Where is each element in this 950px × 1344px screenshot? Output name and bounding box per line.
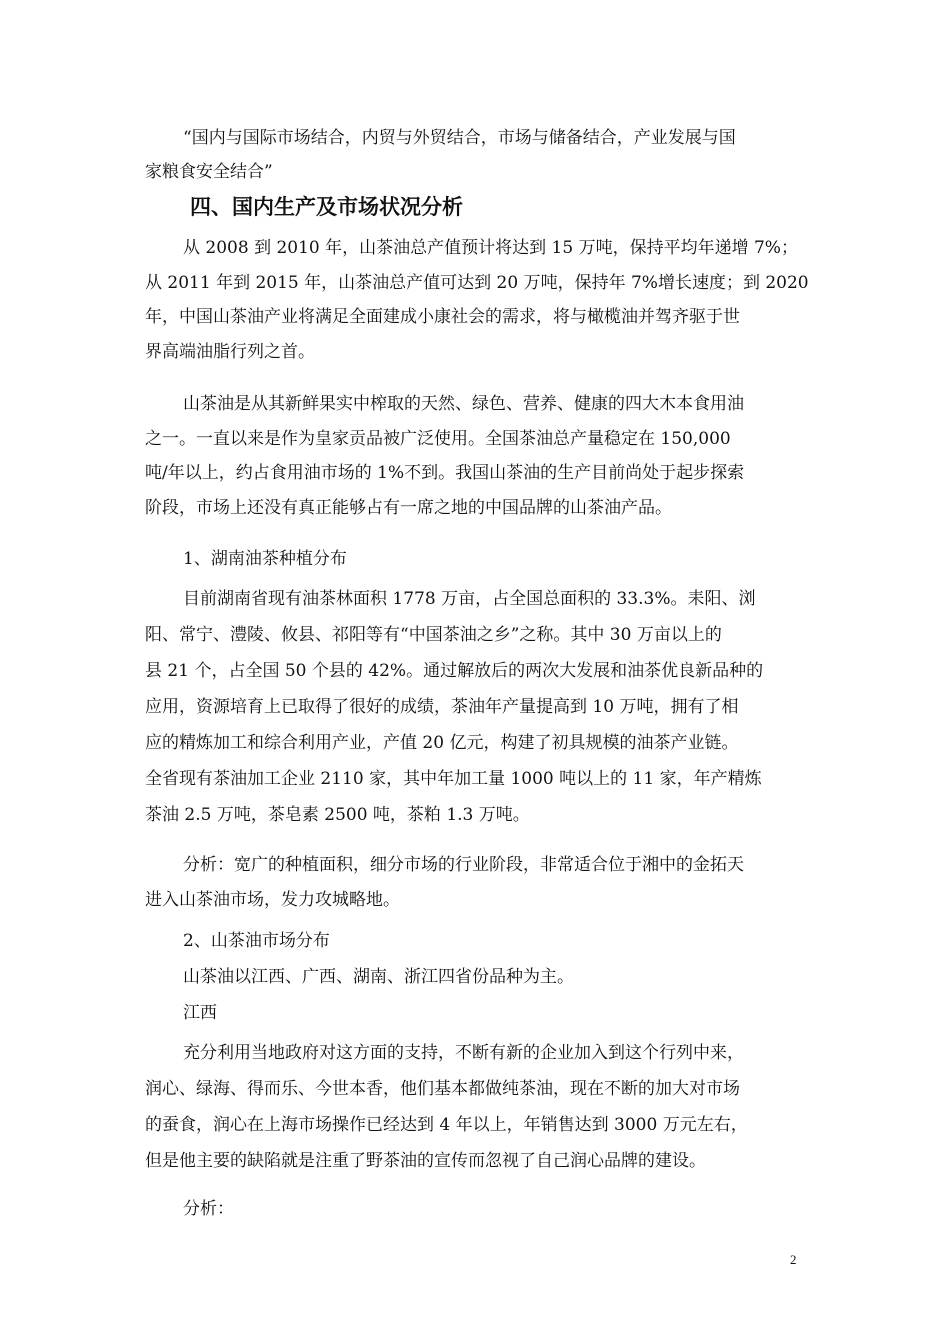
paragraph-line: 进入山茶油市场，发力攻城略地。 bbox=[145, 890, 400, 910]
section-heading: 四、国内生产及市场状况分析 bbox=[190, 195, 463, 219]
paragraph-line: 应用，资源培育上已取得了很好的成绩，茶油年产量提高到 10 万吨，拥有了相 bbox=[145, 697, 739, 717]
paragraph-line: 的蚕食，润心在上海市场操作已经达到 4 年以上，年销售达到 3000 万元左右， bbox=[145, 1115, 748, 1135]
paragraph-line: 茶油 2.5 万吨，茶皂素 2500 吨，茶粕 1.3 万吨。 bbox=[145, 805, 530, 825]
paragraph-line: 从 2008 到 2010 年，山茶油总产值预计将达到 15 万吨，保持平均年递增 7%； bbox=[183, 238, 798, 258]
page-number: 2 bbox=[790, 1252, 797, 1267]
paragraph-line: 之一。一直以来是作为皇家贡品被广泛使用。全国茶油总产量稳定在 150,000 bbox=[145, 429, 731, 449]
subsection-heading: 2、山茶油市场分布 bbox=[183, 931, 330, 951]
paragraph-line: 充分利用当地政府对这方面的支持，不断有新的企业加入到这个行列中来， bbox=[183, 1043, 744, 1063]
paragraph-line: 全省现有茶油加工企业 2110 家，其中年加工量 1000 吨以上的 11 家，年产精炼 bbox=[145, 769, 762, 789]
paragraph-line: 润心、绿海、得而乐、今世本香，他们基本都做纯茶油，现在不断的加大对市场 bbox=[145, 1079, 740, 1099]
paragraph-line: 县 21 个，占全国 50 个县的 42%。通过解放后的两次大发展和油茶优良新品种的 bbox=[145, 661, 764, 681]
paragraph-line: 阶段，市场上还没有真正能够占有一席之地的中国品牌的山茶油产品。 bbox=[145, 498, 672, 518]
paragraph-line: 山茶油以江西、广西、湖南、浙江四省份品种为主。 bbox=[183, 967, 574, 987]
paragraph-line: 吨/年以上，约占食用油市场的 1%不到。我国山茶油的生产目前尚处于起步探索 bbox=[145, 463, 745, 483]
paragraph-line: 山茶油是从其新鲜果实中榨取的天然、绿色、营养、健康的四大木本食用油 bbox=[183, 394, 744, 414]
paragraph-line: 从 2011 年到 2015 年，山茶油总产值可达到 20 万吨，保持年 7%增长速度；到 2020 bbox=[145, 273, 809, 293]
paragraph-line: 江西 bbox=[183, 1003, 217, 1023]
paragraph-line: 但是他主要的缺陷就是注重了野茶油的宣传而忽视了自己润心品牌的建设。 bbox=[145, 1151, 706, 1171]
subsection-heading: 1、湖南油茶种植分布 bbox=[183, 549, 347, 569]
paragraph-line: 应的精炼加工和综合利用产业，产值 20 亿元，构建了初具规模的油茶产业链。 bbox=[145, 733, 739, 753]
paragraph-line: 界高端油脂行列之首。 bbox=[145, 342, 315, 362]
paragraph-line: 分析：宽广的种植面积，细分市场的行业阶段，非常适合位于湘中的金拓天 bbox=[183, 855, 744, 875]
paragraph-line: 年，中国山茶油产业将满足全面建成小康社会的需求，将与橄榄油并驾齐驱于世 bbox=[145, 307, 740, 327]
paragraph-line: 阳、常宁、澧陵、攸县、祁阳等有“中国茶油之乡”之称。其中 30 万亩以上的 bbox=[145, 625, 722, 645]
paragraph-line: 分析： bbox=[183, 1199, 234, 1219]
paragraph-line: 目前湖南省现有油茶林面积 1778 万亩，占全国总面积的 33.3%。耒阳、浏 bbox=[183, 589, 756, 609]
paragraph-line: “国内与国际市场结合，内贸与外贸结合，市场与储备结合，产业发展与国 bbox=[183, 128, 736, 148]
paragraph-line: 家粮食安全结合” bbox=[145, 162, 273, 182]
